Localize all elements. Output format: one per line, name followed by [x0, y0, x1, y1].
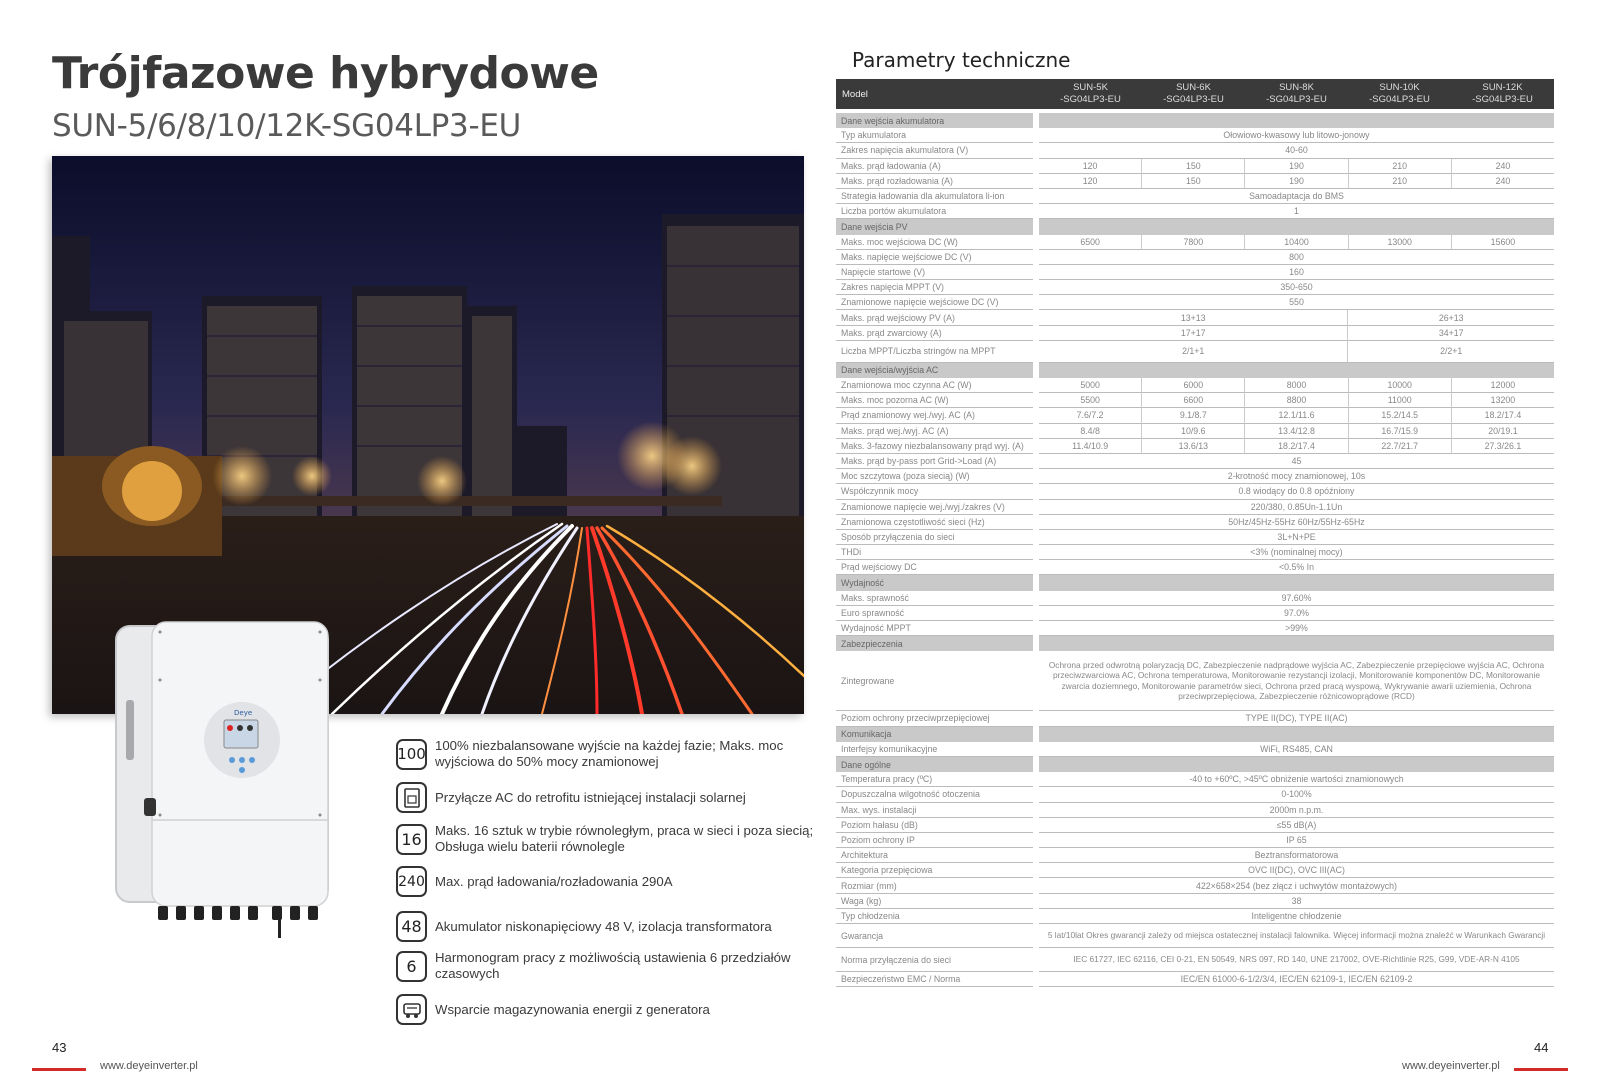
- spec-value: >99%: [1039, 621, 1554, 636]
- spec-value: 15600: [1451, 235, 1554, 250]
- spec-row: [836, 924, 1554, 948]
- spec-value: 11000: [1348, 393, 1451, 408]
- inverter-image: [114, 620, 334, 940]
- spec-row: [836, 787, 1554, 802]
- section-header-label: Dane wejścia/wyjścia AC: [836, 363, 1033, 378]
- spec-row: [836, 310, 1554, 325]
- section-header-label: Dane wejścia akumulatora: [836, 113, 1033, 128]
- spec-row: [836, 711, 1554, 726]
- spec-label: Max. wys. instalacji: [836, 803, 1033, 818]
- spec-value: 17+17: [1039, 326, 1347, 341]
- spec-value: 27.3/26.1: [1451, 439, 1554, 454]
- spec-value: 240: [1451, 159, 1554, 174]
- spec-row: [836, 863, 1554, 878]
- spec-label: Dopuszczalna wilgotność otoczenia: [836, 787, 1033, 802]
- spec-value: 2/1+1: [1039, 341, 1347, 363]
- spec-value: 150: [1141, 174, 1244, 189]
- spec-value: 0.8 wiodący do 0.8 opóźniony: [1039, 484, 1554, 499]
- feature-text: 100% niezbalansowane wyjście na każdej fazie; Maks. moc wyjściowa do 50% mocy znamionowej: [435, 738, 784, 769]
- spec-value: 22.7/21.7: [1348, 439, 1451, 454]
- spec-label: Poziom ochrony IP: [836, 833, 1033, 848]
- spec-row: [836, 189, 1554, 204]
- spec-value: 0-100%: [1039, 787, 1554, 802]
- spec-label: THDi: [836, 545, 1033, 560]
- spec-label: Znamionowe napięcie wejściowe DC (V): [836, 295, 1033, 310]
- spec-value: 150: [1141, 159, 1244, 174]
- footer-accent-right: [1514, 1068, 1568, 1071]
- model-column-header: SUN-12K -SG04LP3-EU: [1472, 82, 1533, 105]
- spec-row: [836, 143, 1554, 158]
- spec-row: [836, 204, 1554, 219]
- spec-label: Znamionowa moc czynna AC (W): [836, 378, 1033, 393]
- spec-label: Maks. 3-fazowy niezbalansowany prąd wyj. (A): [836, 439, 1033, 454]
- spec-value: 550: [1039, 295, 1554, 310]
- spec-row: [836, 772, 1554, 787]
- spec-label: Waga (kg): [836, 894, 1033, 909]
- parallel-16-icon: 16: [396, 824, 427, 855]
- spec-label: Kategoria przepięciowa: [836, 863, 1033, 878]
- spec-label: Typ akumulatora: [836, 128, 1033, 143]
- model-header-label: Model: [842, 88, 868, 100]
- page-number-right: 44: [1534, 1040, 1549, 1055]
- spec-row: [836, 235, 1554, 250]
- spec-label: Współczynnik mocy: [836, 484, 1033, 499]
- spec-label: Wydajność MPPT: [836, 621, 1033, 636]
- spec-label: Maks. prąd wejściowy PV (A): [836, 310, 1033, 325]
- spec-row: [836, 515, 1554, 530]
- spec-row: [836, 469, 1554, 484]
- feature-item: [396, 866, 816, 897]
- spec-value: 26+13: [1347, 310, 1554, 325]
- spec-value: <3% (nominalnej mocy): [1039, 545, 1554, 560]
- spec-value: Ołowiowo-kwasowy lub litowo-jonowy: [1039, 128, 1554, 143]
- feature-item: [396, 911, 816, 942]
- spec-row: [836, 560, 1554, 575]
- model-column-header: SUN-6K -SG04LP3-EU: [1163, 82, 1224, 105]
- spec-label: Prąd znamionowy wej./wyj. AC (A): [836, 408, 1033, 423]
- spec-value: 16.7/15.9: [1348, 424, 1451, 439]
- current-240-icon: 240: [396, 866, 427, 897]
- spec-label: Rozmiar (mm): [836, 878, 1033, 893]
- specs-title: Parametry techniczne: [852, 48, 1071, 72]
- model-column-header: SUN-10K -SG04LP3-EU: [1369, 82, 1430, 105]
- spec-row: [836, 280, 1554, 295]
- section-header-label: Zabezpieczenia: [836, 636, 1033, 651]
- specs-table-body: [836, 113, 1554, 987]
- spec-row: [836, 159, 1554, 174]
- spec-value: 13+13: [1039, 310, 1347, 325]
- spec-label: Moc szczytowa (poza siecią) (W): [836, 469, 1033, 484]
- spec-value: 210: [1348, 159, 1451, 174]
- spec-label: Znamionowa częstotliwość sieci (Hz): [836, 515, 1033, 530]
- model-column-header: SUN-5K -SG04LP3-EU: [1060, 82, 1121, 105]
- spec-label: Maks. prąd ładowania (A): [836, 159, 1033, 174]
- spec-value: 10000: [1348, 378, 1451, 393]
- spec-value: 190: [1244, 174, 1347, 189]
- spec-value: 15.2/14.5: [1348, 408, 1451, 423]
- spec-row: [836, 393, 1554, 408]
- spec-value: 8000: [1244, 378, 1347, 393]
- 100-percent-icon: 100: [396, 739, 427, 770]
- spec-value: 800: [1039, 250, 1554, 265]
- spec-label: Norma przyłączenia do sieci: [836, 948, 1033, 972]
- spec-value: 13000: [1348, 235, 1451, 250]
- spec-label: Maks. napięcie wejściowe DC (V): [836, 250, 1033, 265]
- spec-label: Znamionowe napięcie wej./wyj./zakres (V): [836, 500, 1033, 515]
- battery-48v-icon: 48: [396, 911, 427, 942]
- spec-value: 34+17: [1347, 326, 1554, 341]
- section-header-label: Komunikacja: [836, 727, 1033, 742]
- feature-text: Harmonogram pracy z możliwością ustawienia 6 przedziałów czasowych: [435, 950, 791, 981]
- spec-row: [836, 878, 1554, 893]
- section-header: [836, 113, 1554, 128]
- feature-item: [396, 823, 816, 855]
- page-title: Trójfazowe hybrydowe: [52, 48, 599, 99]
- feature-text: Przyłącze AC do retrofitu istniejącej instalacji solarnej: [435, 789, 746, 805]
- spec-row: [836, 378, 1554, 393]
- spec-value: WiFi, RS485, CAN: [1039, 742, 1554, 757]
- section-header: [836, 575, 1554, 590]
- spec-label: Napięcie startowe (V): [836, 265, 1033, 280]
- spec-value: 7800: [1141, 235, 1244, 250]
- spec-row: [836, 454, 1554, 469]
- spec-value: ≤55 dB(A): [1039, 818, 1554, 833]
- spec-row: [836, 174, 1554, 189]
- spec-value: TYPE II(DC), TYPE II(AC): [1039, 711, 1554, 726]
- spec-value: 5000: [1039, 378, 1141, 393]
- section-header: [836, 757, 1554, 772]
- spec-row: [836, 439, 1554, 454]
- spec-label: Zakres napięcia MPPT (V): [836, 280, 1033, 295]
- spec-value: 2000m n.p.m.: [1039, 803, 1554, 818]
- spec-value: 50Hz/45Hz-55Hz 60Hz/55Hz-65Hz: [1039, 515, 1554, 530]
- spec-value: 97.0%: [1039, 606, 1554, 621]
- spec-value: 20/19.1: [1451, 424, 1554, 439]
- spec-value: Inteligentne chłodzenie: [1039, 909, 1554, 924]
- spec-row: [836, 948, 1554, 972]
- spec-value: 13.6/13: [1141, 439, 1244, 454]
- spec-value: 8800: [1244, 393, 1347, 408]
- spec-value: 18.2/17.4: [1244, 439, 1347, 454]
- spec-value: 6600: [1141, 393, 1244, 408]
- spec-row: [836, 545, 1554, 560]
- generator-icon: [396, 994, 427, 1025]
- spec-value: 45: [1039, 454, 1554, 469]
- feature-item: [396, 950, 816, 982]
- spec-value: 210: [1348, 174, 1451, 189]
- spec-value: IP 65: [1039, 833, 1554, 848]
- spec-label: Architektura: [836, 848, 1033, 863]
- spec-value: IEC 61727, IEC 62116, CEI 0-21, EN 50549, NRS 097, RD 140, UNE 217002, OVE-Richtlinie R25, G99, VDE-AR-N 4105: [1039, 948, 1554, 972]
- spec-row: [836, 621, 1554, 636]
- spec-label: Maks. sprawność: [836, 591, 1033, 606]
- spec-value: 13200: [1451, 393, 1554, 408]
- spec-label: Sposób przyłączenia do sieci: [836, 530, 1033, 545]
- feature-text: Maks. 16 sztuk w trybie równoległym, praca w sieci i poza siecią; Obsługa wielu baterii równolegle: [435, 823, 814, 854]
- spec-value: 3L+N+PE: [1039, 530, 1554, 545]
- spec-label: Typ chłodzenia: [836, 909, 1033, 924]
- spec-row: [836, 128, 1554, 143]
- spec-value: 1: [1039, 204, 1554, 219]
- spec-label: Liczba MPPT/Liczba stringów na MPPT: [836, 341, 1033, 363]
- spec-row: [836, 341, 1554, 363]
- spec-value: 9.1/8.7: [1141, 408, 1244, 423]
- spec-row: [836, 833, 1554, 848]
- spec-row: [836, 250, 1554, 265]
- page-number-left: 43: [52, 1040, 67, 1055]
- spec-label: Poziom ochrony przeciwprzepięciowej: [836, 711, 1033, 726]
- spec-row: [836, 848, 1554, 863]
- spec-value: 120: [1039, 159, 1141, 174]
- spec-label: Maks. prąd zwarciowy (A): [836, 326, 1033, 341]
- feature-item: [396, 782, 816, 813]
- spec-value: 2-krotność mocy znamionowej, 10s: [1039, 469, 1554, 484]
- spec-value: 10/9.6: [1141, 424, 1244, 439]
- spec-label: Interfejsy komunikacyjne: [836, 742, 1033, 757]
- section-header-label: Dane ogólne: [836, 757, 1033, 772]
- spec-label: Maks. prąd wej./wyj. AC (A): [836, 424, 1033, 439]
- spec-value: 13.4/12.8: [1244, 424, 1347, 439]
- spec-row: [836, 742, 1554, 757]
- section-header-label: Dane wejścia PV: [836, 219, 1033, 234]
- spec-value: 220/380, 0.85Un-1.1Un: [1039, 500, 1554, 515]
- schedule-6-icon: 6: [396, 951, 427, 982]
- spec-value: 190: [1244, 159, 1347, 174]
- spec-label: Maks. moc wejściowa DC (W): [836, 235, 1033, 250]
- spec-value: 240: [1451, 174, 1554, 189]
- spec-label: Zakres napięcia akumulatora (V): [836, 143, 1033, 158]
- model-subtitle: SUN-5/6/8/10/12K-SG04LP3-EU: [52, 108, 522, 144]
- spec-label: Strategia ładowania dla akumulatora li-ion: [836, 189, 1033, 204]
- spec-label: Bezpieczeństwo EMC / Norma: [836, 972, 1033, 987]
- spec-value: 350-650: [1039, 280, 1554, 295]
- spec-row: [836, 265, 1554, 280]
- spec-row: [836, 909, 1554, 924]
- spec-row: [836, 606, 1554, 621]
- spec-value: Ochrona przed odwrotną polaryzacją DC, Zabezpieczenie nadprądowe wyjścia AC, Zabezpieczenie przepięciowe wyjścia AC, Ochrona przeciwzwarciowa AC, Ochrona temperaturowa, Monitorowanie rezystancji izolacji, Monitorowanie komponentów DC, Monitorowanie zwarcia doziemnego, Monitorowanie parametrów sieci, Ochrona przed pracą wyspową, Wykrywanie awarii uziemienia, Ochrona przeciwprzepięciowa, Zabezpieczenie różnicowoprądowe (RCD): [1039, 651, 1554, 711]
- feature-item: [396, 738, 816, 770]
- spec-value: 160: [1039, 265, 1554, 280]
- spec-value: 38: [1039, 894, 1554, 909]
- specs-table-header: [836, 79, 1554, 109]
- spec-label: Prąd wejściowy DC: [836, 560, 1033, 575]
- section-header-label: Wydajność: [836, 575, 1033, 590]
- spec-row: [836, 803, 1554, 818]
- spec-value: Beztransformatorowa: [1039, 848, 1554, 863]
- spec-value: 6500: [1039, 235, 1141, 250]
- spec-value: Samoadaptacja do BMS: [1039, 189, 1554, 204]
- spec-value: 40-60: [1039, 143, 1554, 158]
- spec-value: 12.1/11.6: [1244, 408, 1347, 423]
- spec-row: [836, 651, 1554, 711]
- footer-url-left[interactable]: www.deyeinverter.pl: [100, 1060, 198, 1072]
- spec-row: [836, 408, 1554, 423]
- spec-row: [836, 295, 1554, 310]
- spec-row: [836, 894, 1554, 909]
- spec-value: 6000: [1141, 378, 1244, 393]
- spec-value: 11.4/10.9: [1039, 439, 1141, 454]
- spec-value: 422×658×254 (bez złącz i uchwytów montażowych): [1039, 878, 1554, 893]
- feature-item: [396, 994, 816, 1025]
- spec-value: <0.5% In: [1039, 560, 1554, 575]
- spec-row: [836, 818, 1554, 833]
- feature-text: Wsparcie magazynowania energii z generatora: [435, 1001, 710, 1017]
- spec-row: [836, 500, 1554, 515]
- spec-row: [836, 530, 1554, 545]
- spec-value: 5500: [1039, 393, 1141, 408]
- spec-row: [836, 972, 1554, 987]
- section-header: [836, 636, 1554, 651]
- section-header: [836, 363, 1554, 378]
- spec-value: 10400: [1244, 235, 1347, 250]
- feature-text: Akumulator niskonapięciowy 48 V, izolacja transformatora: [435, 918, 772, 934]
- spec-value: OVC II(DC), OVC III(AC): [1039, 863, 1554, 878]
- spec-value: 7.6/7.2: [1039, 408, 1141, 423]
- spec-label: Liczba portów akumulatora: [836, 204, 1033, 219]
- spec-value: 12000: [1451, 378, 1554, 393]
- spec-label: Temperatura pracy (ºC): [836, 772, 1033, 787]
- specs-table: [836, 79, 1554, 987]
- spec-label: Maks. prąd rozładowania (A): [836, 174, 1033, 189]
- spec-value: 18.2/17.4: [1451, 408, 1554, 423]
- spec-row: [836, 591, 1554, 606]
- model-column-header: SUN-8K -SG04LP3-EU: [1266, 82, 1327, 105]
- spec-value: -40 to +60ºC, >45ºC obniżenie wartości znamionowych: [1039, 772, 1554, 787]
- spec-value: 8.4/8: [1039, 424, 1141, 439]
- spec-label: Zintegrowane: [836, 651, 1033, 711]
- spec-label: Poziom hałasu (dB): [836, 818, 1033, 833]
- spec-row: [836, 484, 1554, 499]
- spec-label: Maks. prąd by-pass port Grid->Load (A): [836, 454, 1033, 469]
- spec-value: 97.60%: [1039, 591, 1554, 606]
- spec-value: 2/2+1: [1347, 341, 1554, 363]
- spec-label: Euro sprawność: [836, 606, 1033, 621]
- spec-value: IEC/EN 61000-6-1/2/3/4, IEC/EN 62109-1, IEC/EN 62109-2: [1039, 972, 1554, 987]
- brand-logo: Deye: [234, 709, 253, 717]
- feature-text: Max. prąd ładowania/rozładowania 290A: [435, 873, 673, 889]
- section-header: [836, 727, 1554, 742]
- ac-coupling-icon: [396, 782, 427, 813]
- section-header: [836, 219, 1554, 234]
- spec-value: 5 lat/10lat Okres gwarancji zależy od miejsca ostatecznej instalacji falownika. Więcej informacji można znaleźć w Warunkach Gwarancji: [1039, 924, 1554, 948]
- spec-row: [836, 326, 1554, 341]
- spec-row: [836, 424, 1554, 439]
- footer-accent-left: [32, 1068, 86, 1071]
- footer-url-right[interactable]: www.deyeinverter.pl: [1402, 1060, 1500, 1072]
- spec-value: 120: [1039, 174, 1141, 189]
- spec-label: Maks. moc pozorna AC (W): [836, 393, 1033, 408]
- spec-label: Gwarancja: [836, 924, 1033, 948]
